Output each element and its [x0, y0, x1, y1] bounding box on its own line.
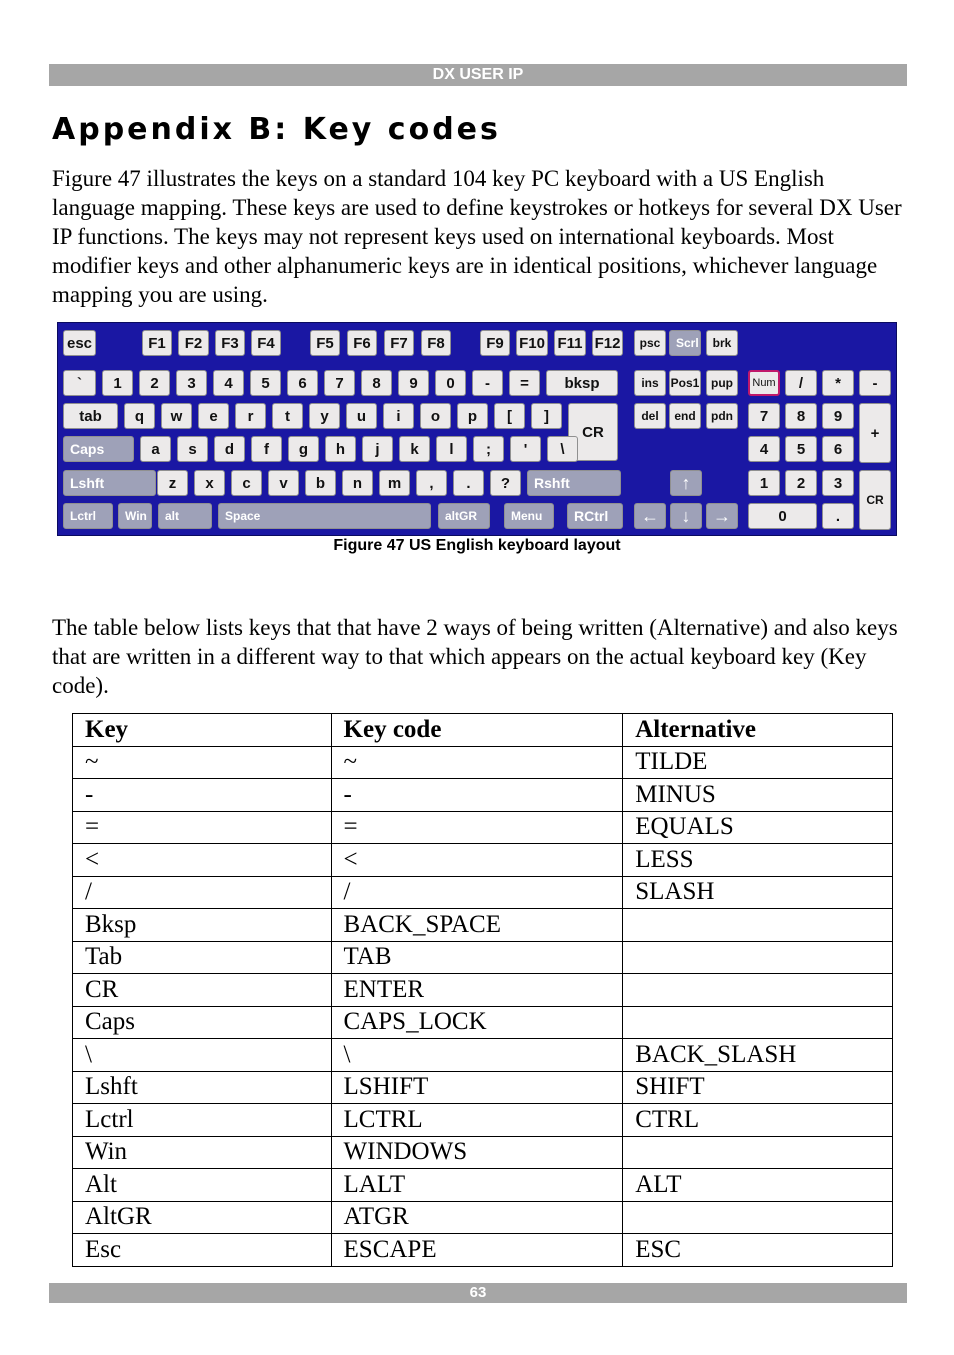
cell-key-code: \	[331, 1039, 623, 1072]
cell-alternative: SHIFT	[623, 1071, 893, 1104]
key-2: 2	[139, 370, 170, 396]
key-f10: F10	[516, 330, 548, 356]
cell-key-code: ENTER	[331, 974, 623, 1007]
cell-key-code: LSHIFT	[331, 1071, 623, 1104]
key-b: b	[305, 470, 336, 496]
key-1: 1	[102, 370, 133, 396]
cell-key-code: -	[331, 779, 623, 812]
running-header: DX USER IP	[49, 64, 907, 86]
table-row	[73, 1169, 893, 1202]
key-equals: =	[509, 370, 540, 396]
key-m: m	[379, 470, 410, 496]
cell-key: \	[73, 1039, 332, 1072]
key-o: o	[420, 403, 451, 429]
key-rbracket: ]	[531, 403, 562, 429]
cell-alternative: MINUS	[623, 779, 893, 812]
table-row	[73, 876, 893, 909]
key-end: end	[669, 403, 701, 429]
page-number: 63	[49, 1283, 907, 1303]
key-f3: F3	[215, 330, 245, 356]
cell-key: /	[73, 876, 332, 909]
key-caps: Caps	[63, 436, 134, 462]
table-intro-paragraph: The table below lists keys that that have 2 ways of being written (Alternative) and also keys that are written in a different way to that which appears on the actual keyboard key (Key code).	[52, 615, 898, 698]
key-u: u	[346, 403, 377, 429]
cell-key: -	[73, 779, 332, 812]
key-f1: F1	[142, 330, 172, 356]
key-r: r	[235, 403, 266, 429]
cell-key: Alt	[73, 1169, 332, 1202]
key-2: 2	[785, 470, 817, 496]
key-0: 0	[748, 503, 817, 529]
key-f5: F5	[310, 330, 340, 356]
key-lbracket: [	[494, 403, 525, 429]
key-left-arrow-icon: ←	[634, 503, 666, 529]
key-question: ?	[490, 470, 521, 496]
cell-key: ~	[73, 746, 332, 779]
cell-alternative: EQUALS	[623, 811, 893, 844]
key-6: 6	[287, 370, 318, 396]
key-altgr: altGR	[438, 503, 490, 529]
header-key: Key	[73, 714, 332, 747]
cell-key-code: TAB	[331, 941, 623, 974]
cell-key-code: ATGR	[331, 1201, 623, 1234]
table-row	[73, 974, 893, 1007]
header-key-code: Key code	[331, 714, 623, 747]
cell-key: Bksp	[73, 909, 332, 942]
key-t: t	[272, 403, 303, 429]
key-i: i	[383, 403, 414, 429]
key-g: g	[288, 436, 319, 462]
key-q: q	[124, 403, 155, 429]
cell-alternative	[623, 1006, 893, 1039]
key-6: 6	[822, 436, 854, 462]
key-num: Num	[748, 370, 780, 396]
table-row	[73, 909, 893, 942]
key-f6: F6	[347, 330, 377, 356]
key-semicolon: ;	[473, 436, 504, 462]
key-9: 9	[822, 403, 854, 429]
cell-alternative: ESC	[623, 1234, 893, 1267]
key-3: 3	[822, 470, 854, 496]
key-v: v	[268, 470, 299, 496]
key-1: 1	[748, 470, 780, 496]
key-7: 7	[324, 370, 355, 396]
header-alternative: Alternative	[623, 714, 893, 747]
cell-alternative: TILDE	[623, 746, 893, 779]
cell-key: AltGR	[73, 1201, 332, 1234]
cell-key: Esc	[73, 1234, 332, 1267]
key-esc: esc	[63, 330, 96, 356]
key-period: .	[822, 503, 854, 529]
key-d: d	[214, 436, 245, 462]
key-l: l	[436, 436, 467, 462]
key-y: y	[309, 403, 340, 429]
cell-alternative	[623, 1136, 893, 1169]
key-right-arrow-icon: →	[706, 503, 738, 529]
key-asterisk: *	[822, 370, 854, 396]
key-f8: F8	[421, 330, 451, 356]
table-row	[73, 746, 893, 779]
key-backslash: \	[547, 436, 578, 462]
key-tab: tab	[63, 403, 118, 429]
cell-alternative: BACK_SLASH	[623, 1039, 893, 1072]
key-4: 4	[213, 370, 244, 396]
key-up-arrow-icon: ↑	[670, 470, 702, 496]
key-5: 5	[785, 436, 817, 462]
cell-key-code: LCTRL	[331, 1104, 623, 1137]
key-h: h	[325, 436, 356, 462]
cell-alternative	[623, 941, 893, 974]
cell-key-code: /	[331, 876, 623, 909]
key-pos1: Pos1	[669, 370, 701, 396]
key-f12: F12	[592, 330, 623, 356]
key-brk: brk	[706, 330, 738, 356]
key-e: e	[198, 403, 229, 429]
cell-alternative	[623, 909, 893, 942]
cell-key-code: CAPS_LOCK	[331, 1006, 623, 1039]
cell-key-code: ~	[331, 746, 623, 779]
cell-key: =	[73, 811, 332, 844]
key-n: n	[342, 470, 373, 496]
key-f4: F4	[251, 330, 281, 356]
cell-alternative: ALT	[623, 1169, 893, 1202]
cell-key-code: =	[331, 811, 623, 844]
key-comma: ,	[416, 470, 447, 496]
cell-alternative	[623, 974, 893, 1007]
key-p: p	[457, 403, 488, 429]
cell-alternative	[623, 1201, 893, 1234]
key-7: 7	[748, 403, 780, 429]
key-f2: F2	[178, 330, 209, 356]
key-codes-table	[72, 713, 893, 1267]
table-row	[73, 1201, 893, 1234]
cell-alternative: LESS	[623, 844, 893, 877]
cell-key-code: <	[331, 844, 623, 877]
cell-alternative: CTRL	[623, 1104, 893, 1137]
key-plus: +	[859, 403, 891, 463]
cell-key: CR	[73, 974, 332, 1007]
cell-key-code: BACK_SPACE	[331, 909, 623, 942]
key-f7: F7	[384, 330, 414, 356]
key-menu: Menu	[504, 503, 554, 529]
key-a: a	[140, 436, 171, 462]
cell-key-code: ESCAPE	[331, 1234, 623, 1267]
key-z: z	[157, 470, 188, 496]
table-row	[73, 811, 893, 844]
key-5: 5	[250, 370, 281, 396]
table-header-row	[73, 714, 893, 747]
key-cr: CR	[859, 470, 891, 530]
key-minus: -	[859, 370, 891, 396]
key-del: del	[634, 403, 666, 429]
key-slash: /	[785, 370, 817, 396]
key-quote: '	[510, 436, 541, 462]
key-pup: pup	[706, 370, 738, 396]
key-win: Win	[118, 503, 152, 529]
cell-key: Caps	[73, 1006, 332, 1039]
cell-key: <	[73, 844, 332, 877]
key-w: w	[161, 403, 192, 429]
cell-alternative: SLASH	[623, 876, 893, 909]
table-row	[73, 1234, 893, 1267]
table-row	[73, 1104, 893, 1137]
key-ins: ins	[634, 370, 666, 396]
key-psc: psc	[634, 330, 666, 356]
key-alt: alt	[158, 503, 212, 529]
cell-key: Win	[73, 1136, 332, 1169]
table-row	[73, 1006, 893, 1039]
table-row	[73, 1039, 893, 1072]
table-row	[73, 1136, 893, 1169]
key-cr: CR	[568, 403, 618, 461]
key-j: j	[362, 436, 393, 462]
key-space: Space	[218, 503, 431, 529]
key-9: 9	[398, 370, 429, 396]
cell-key: Lshft	[73, 1071, 332, 1104]
key-4: 4	[748, 436, 780, 462]
keyboard-figure	[57, 322, 897, 536]
key-down-arrow-icon: ↓	[670, 503, 702, 529]
cell-key: Lctrl	[73, 1104, 332, 1137]
key-x: x	[194, 470, 225, 496]
key-pdn: pdn	[706, 403, 738, 429]
table-row	[73, 844, 893, 877]
key-f: f	[251, 436, 282, 462]
key-rctrl: RCtrl	[567, 503, 623, 529]
key-c: c	[231, 470, 262, 496]
key-f11: F11	[554, 330, 586, 356]
page-title: Appendix B: Key codes	[52, 112, 501, 147]
table-row	[73, 1071, 893, 1104]
key-8: 8	[361, 370, 392, 396]
key-f9: F9	[480, 330, 510, 356]
cell-key: Tab	[73, 941, 332, 974]
key-8: 8	[785, 403, 817, 429]
key-minus: -	[472, 370, 503, 396]
key-lshft: Lshft	[63, 470, 156, 496]
key-backtick: `	[63, 370, 96, 396]
key-lctrl: Lctrl	[63, 503, 113, 529]
key-period: .	[453, 470, 484, 496]
figure-caption: Figure 47 US English keyboard layout	[333, 537, 621, 554]
key-k: k	[399, 436, 430, 462]
intro-paragraph: Figure 47 illustrates the keys on a standard 104 key PC keyboard with a US English language mapping. These keys are used to define keystrokes or hotkeys for several DX User IP functions. The keys may not represent keys used on international keyboards. Most modifier keys and other alphanumeric keys are in identical positions, whichever language mapping you are using.	[52, 166, 902, 307]
table-row	[73, 941, 893, 974]
cell-key-code: WINDOWS	[331, 1136, 623, 1169]
key-0: 0	[435, 370, 466, 396]
table-row	[73, 779, 893, 812]
cell-key-code: LALT	[331, 1169, 623, 1202]
key-s: s	[177, 436, 208, 462]
key-bksp: bksp	[546, 370, 618, 396]
key-3: 3	[176, 370, 207, 396]
key-rshft: Rshft	[527, 470, 621, 496]
key-scrl: Scrl	[669, 330, 701, 356]
